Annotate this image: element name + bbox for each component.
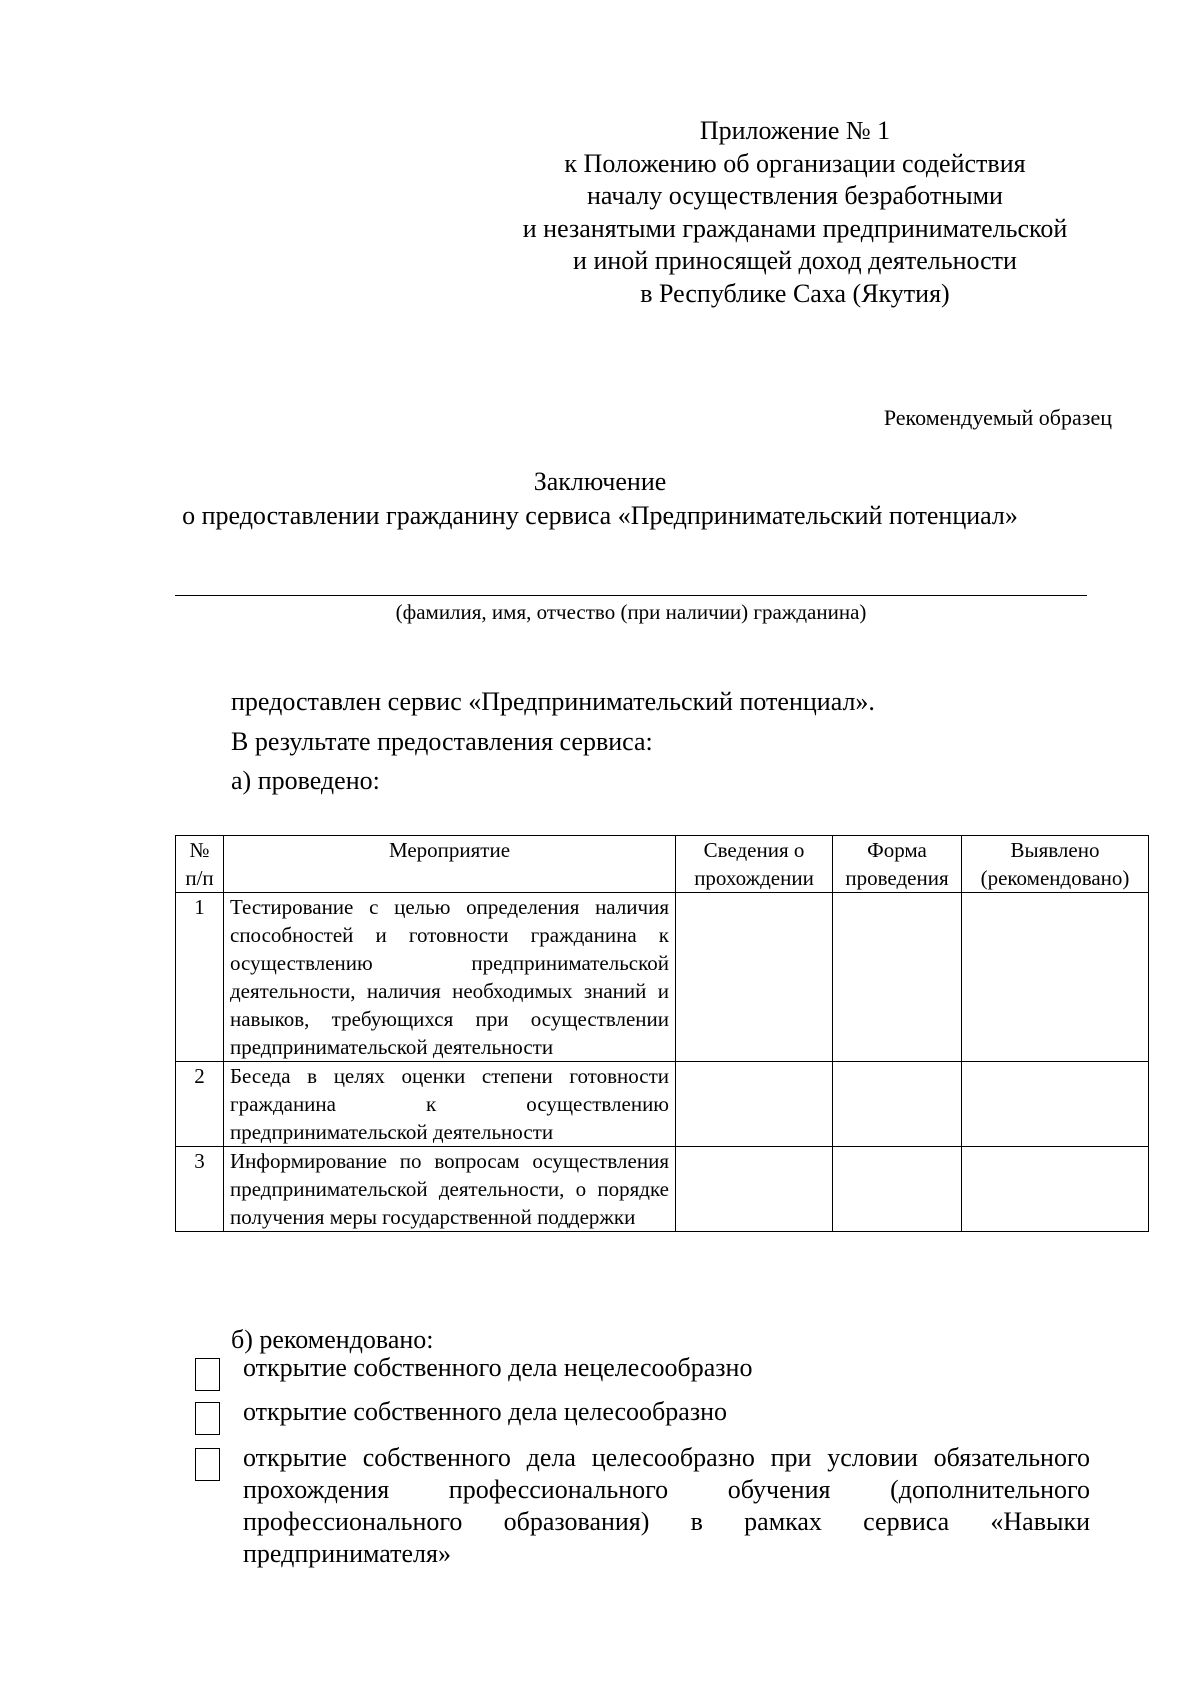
header-found-line1: Выявлено xyxy=(1010,838,1100,862)
appendix-line: к Положению об организации содействия xyxy=(564,148,1026,178)
row-number: 3 xyxy=(176,1147,224,1232)
option-text-not-advisable: открытие собственного дела нецелесообразно xyxy=(243,1353,753,1382)
table-row xyxy=(176,893,1149,1062)
result-intro-text: В результате предоставления сервиса: xyxy=(231,727,653,756)
activities-table xyxy=(175,835,1149,1232)
appendix-header xyxy=(480,115,1110,310)
header-info-line2: прохождении xyxy=(694,866,814,890)
appendix-line: в Республике Саха (Якутия) xyxy=(640,278,950,308)
header-found-line2: (рекомендовано) xyxy=(980,866,1130,890)
row-activity: Тестирование с целью определения наличия способностей и готовности гражданина к осуществлению предпринимательской деятельности, наличия необходимых знаний и навыков, требующихся при осуществлении предпринимательской деятельности xyxy=(224,893,676,1062)
appendix-line: и иной приносящей доход деятельности xyxy=(573,246,1017,275)
appendix-line: Приложение № 1 xyxy=(699,116,891,145)
option-text-advisable: открытие собственного дела целесообразно xyxy=(243,1397,728,1426)
appendix-line: началу осуществления безработными xyxy=(587,181,1003,210)
row-info-cell[interactable] xyxy=(676,1147,833,1232)
table-row xyxy=(176,1147,1149,1232)
header-form xyxy=(833,836,962,893)
citizen-name-caption: (фамилия, имя, отчество (при наличии) гражданина) xyxy=(395,600,867,624)
citizen-name-field[interactable] xyxy=(175,595,1087,596)
row-activity: Информирование по вопросам осуществления предпринимательской деятельности, о порядке получения меры государственной поддержки xyxy=(224,1147,676,1232)
header-num-line1: № xyxy=(189,838,210,862)
title-line-1: Заключение xyxy=(533,467,667,496)
header-info-line1: Сведения о xyxy=(703,838,805,862)
table-header-row xyxy=(176,836,1149,893)
header-num xyxy=(176,836,224,893)
row-info-cell[interactable] xyxy=(676,1062,833,1147)
row-number: 2 xyxy=(176,1062,224,1147)
title-line-2: о предоставлении гражданину сервиса «Предпринимательский потенциал» xyxy=(182,501,1018,530)
row-number: 1 xyxy=(176,893,224,1062)
row-found-cell[interactable] xyxy=(962,893,1149,1062)
table-row xyxy=(176,1062,1149,1147)
option-text-advisable-with-training: открытие собственного дела целесообразно при условии обязательного прохождения профессионального обучения (дополнительного профессионального образования) в рамках сервиса «Навыки предпринимателя» xyxy=(243,1443,1090,1568)
header-activity xyxy=(224,836,676,893)
sample-note: Рекомендуемый образец xyxy=(883,405,1112,430)
row-activity: Беседа в целях оценки степени готовности гражданина к осуществлению предпринимательской деятельности xyxy=(224,1062,676,1147)
header-info xyxy=(676,836,833,893)
document-title xyxy=(0,465,1200,533)
service-provided-text: предоставлен сервис «Предпринимательский потенциал». xyxy=(231,687,875,716)
checkbox-advisable[interactable] xyxy=(195,1402,220,1435)
row-form-cell[interactable] xyxy=(833,893,962,1062)
appendix-line: и незанятыми гражданами предпринимательской xyxy=(522,213,1068,243)
row-form-cell[interactable] xyxy=(833,1062,962,1147)
header-form-line1: Форма xyxy=(867,838,927,862)
row-form-cell[interactable] xyxy=(833,1147,962,1232)
header-num-line2: п/п xyxy=(185,866,214,890)
row-info-cell[interactable] xyxy=(676,893,833,1062)
conducted-heading: а) проведено: xyxy=(231,766,380,795)
header-form-line2: проведения xyxy=(845,866,949,890)
checkbox-advisable-with-training[interactable] xyxy=(195,1448,220,1481)
row-found-cell[interactable] xyxy=(962,1147,1149,1232)
checkbox-not-advisable[interactable] xyxy=(195,1358,220,1391)
recommended-heading: б) рекомендовано: xyxy=(231,1325,434,1354)
header-activity-label: Мероприятие xyxy=(388,838,511,862)
header-found xyxy=(962,836,1149,893)
row-found-cell[interactable] xyxy=(962,1062,1149,1147)
